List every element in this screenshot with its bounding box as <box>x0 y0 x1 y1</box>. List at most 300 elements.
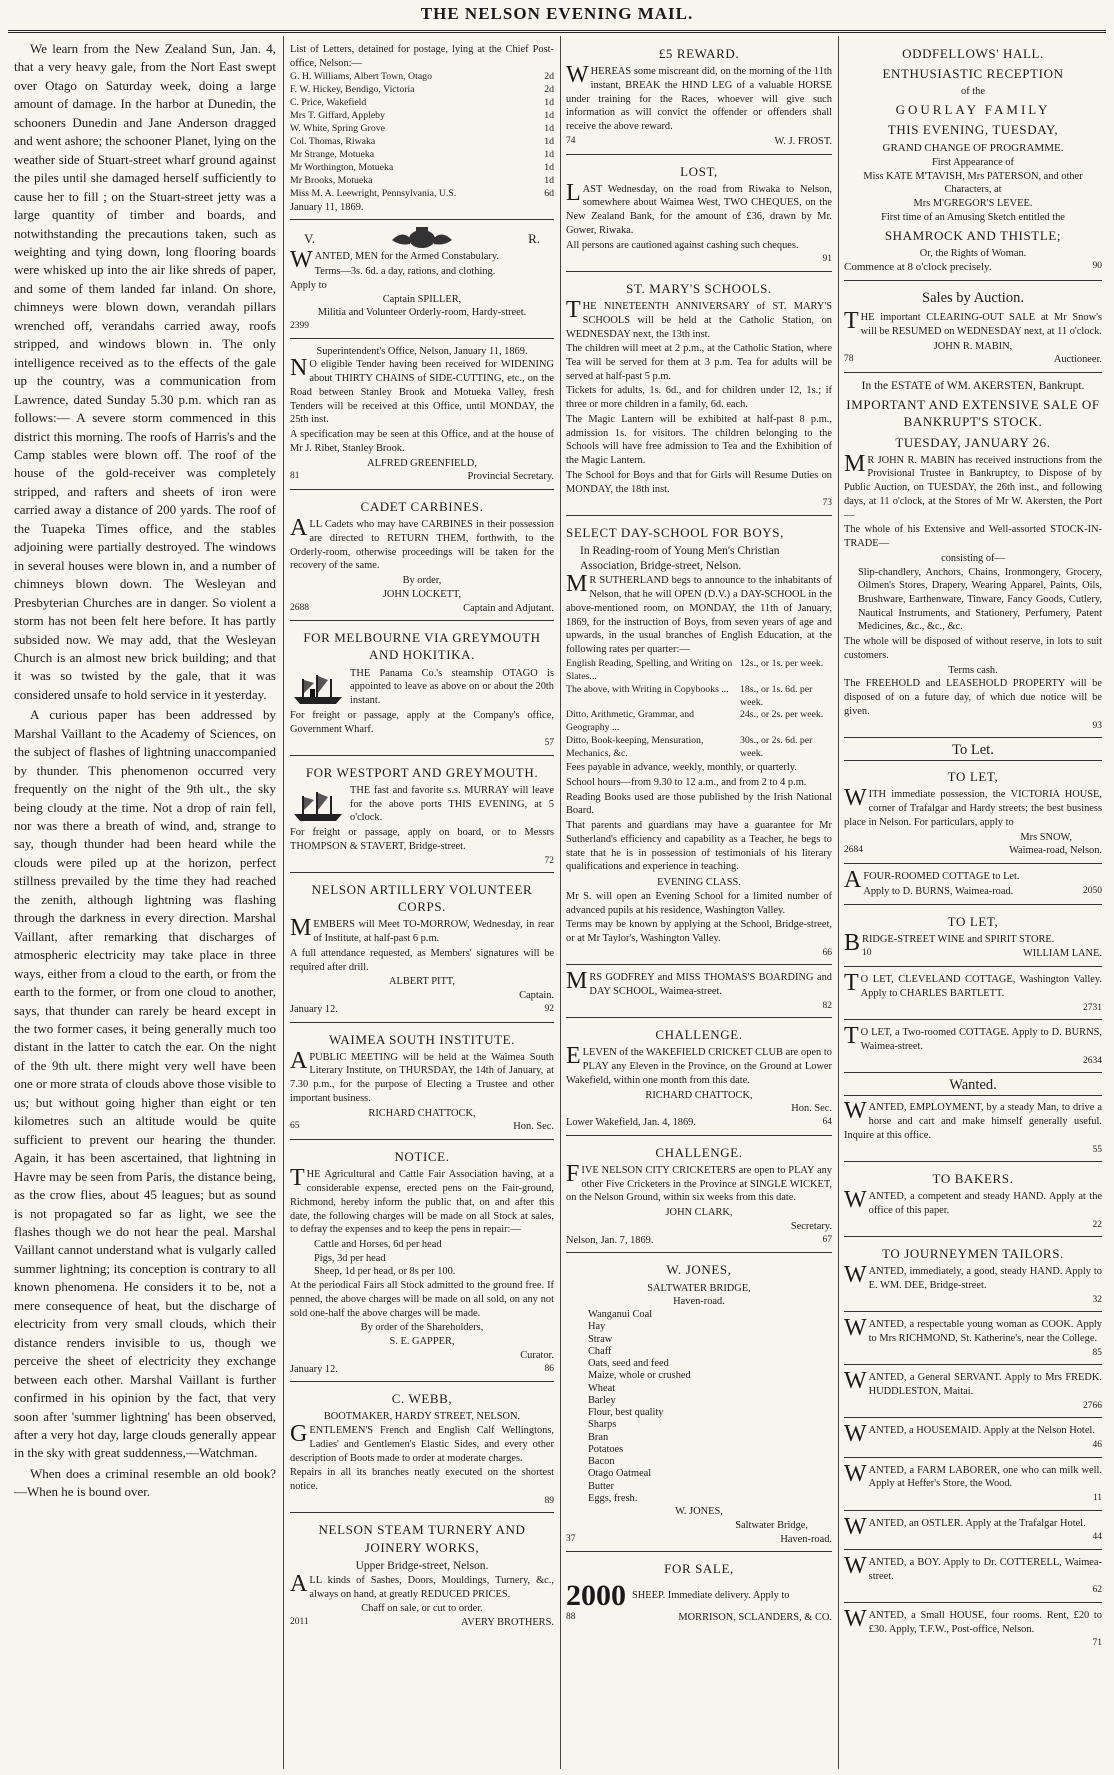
evening-heading: EVENING CLASS. <box>657 877 741 889</box>
oddfellows-commence: Commence at 8 o'clock precisely. <box>844 261 992 274</box>
letter-name: C. Price, Wakefield <box>290 97 367 109</box>
reward-heading: £5 REWARD. <box>658 46 740 61</box>
notice-title: Curator. <box>520 1349 554 1361</box>
jones-item: Barley <box>588 1394 616 1406</box>
ad-number: 67 <box>822 1234 832 1245</box>
letter-amount: 1d <box>544 149 554 160</box>
ad-number: 65 <box>290 1121 300 1132</box>
letter-amount: 2d <box>544 84 554 96</box>
melbourne-ad <box>290 624 554 756</box>
select-hours: School hours—from 9.30 to 12 a.m., and from 2 to 4 p.m. <box>566 776 807 788</box>
ad-number: 93 <box>1092 720 1102 731</box>
vr-right: R. <box>528 230 540 246</box>
ad-number: 22 <box>1092 1219 1102 1230</box>
store-text: BRIDGE-STREET WINE and SPIRIT STORE. <box>844 929 1055 956</box>
steamship-icon <box>290 667 346 707</box>
auction-heading: Sales by Auction. <box>922 289 1024 306</box>
farm-text: WANTED, a FARM LABORER, one who can milk well. Apply at Heffer's Store, the Wood. <box>844 1460 1102 1490</box>
store-name: WILLIAM LANE. <box>1022 948 1102 960</box>
letter-row <box>290 188 554 201</box>
jones-item: Butter <box>588 1480 614 1492</box>
ad-number: 2634 <box>1083 1055 1102 1066</box>
letters-list <box>290 71 554 200</box>
letter-amount: 1d <box>544 136 554 148</box>
tailors-heading: TO JOURNEYMEN TAILORS. <box>882 1246 1064 1262</box>
wanted-section: Wanted. <box>844 1076 1102 1096</box>
jones-addr: Saltwater Bridge, <box>735 1519 808 1531</box>
westport-text: THE fast and favorite s.s. MURRAY will leave for the above ports THIS EVENING, at 5 o'clock. <box>350 784 554 824</box>
bankrupt-ad <box>844 376 1102 738</box>
rate-price: 18s., or 1s. 6d. per week. <box>740 683 813 708</box>
oddfellows-shamrock: SHAMROCK AND THISTLE; <box>884 227 1062 243</box>
letter-name: Mrs T. Giffard, Appleby <box>290 110 385 122</box>
letter-name: Mr Worthington, Motueka <box>290 161 394 173</box>
letter-row <box>290 84 554 97</box>
mabin-reserve: The whole will be disposed of without reserve, in lots to suit customers. <box>844 636 1102 661</box>
turnery-chaff: Chaff on sale, or cut to order. <box>361 1603 483 1615</box>
select-books: Reading Books used are those published by the Irish National Board. <box>566 791 832 817</box>
oddfellows-evening: THIS EVENING, TUESDAY, <box>887 122 1059 138</box>
challenge-date: Nelson, Jan. 7, 1869. <box>566 1234 654 1246</box>
tolet-ad <box>844 763 1102 864</box>
column-divider <box>283 36 284 1769</box>
mabin-consisting: consisting of— <box>941 552 1005 564</box>
cottage-apply: Apply to D. BURNS, Waimea-road. <box>863 885 1014 897</box>
waimea-ad <box>290 1026 554 1141</box>
melbourne-freight: For freight or passage, apply at the Company's office, Government Wharf. <box>290 709 554 735</box>
select-parents: That parents and guardians may have a guarantee for Mr Sutherland's efficiency and capability as a Teacher, he begs to state that he is in possession of testimonials of his literary qualifications and experience in teaching. <box>566 820 832 873</box>
artillery-date: January 12. <box>290 1003 338 1015</box>
jones-item: Bran <box>588 1431 609 1443</box>
lost-ad <box>566 158 832 272</box>
tuesday-heading: TUESDAY, JANUARY 26. <box>895 434 1051 450</box>
jones-item: Sharps <box>588 1419 617 1431</box>
jones-item: Flour, best quality <box>588 1407 664 1419</box>
tolet-name: Mrs SNOW, <box>1020 831 1072 843</box>
bakers-heading: TO BAKERS. <box>932 1171 1014 1187</box>
webb-sub: BOOTMAKER, HARDY STREET, NELSON. <box>323 1411 521 1423</box>
challenge-date: Lower Wakefield, Jan. 4, 1869. <box>566 1117 696 1129</box>
rate-price: 12s., or 1s. per week. <box>740 657 824 669</box>
column-divider <box>838 36 839 1769</box>
rate-row <box>566 709 832 735</box>
ad-number: 10 <box>862 948 872 959</box>
oddfellows-heading: ODDFELLOWS' HALL. <box>902 46 1044 61</box>
notice-charge: Pigs, 3d per head <box>314 1252 386 1264</box>
jones-addr: Haven-road. <box>780 1533 832 1545</box>
letter-amount: 1d <box>544 174 554 186</box>
oddfellows-levee: Mrs M'GREGOR'S LEVEE. <box>913 198 1033 210</box>
employment-text: WANTED, EMPLOYMENT, by a steady Man, to drive a horse and cart and make himself generally useful. Inquire at this office. <box>844 1098 1102 1141</box>
challenge-ad-1 <box>566 1021 832 1136</box>
rate-subject: Ditto, Arithmetic, Grammar, and Geography ... <box>566 709 695 734</box>
ad-number: 55 <box>1092 1144 1102 1155</box>
ad-number: 2011 <box>290 1617 309 1628</box>
letter-amount: 1d <box>544 161 554 173</box>
artillery-attend: A full attendance requested, as Members' signatures will be required after drill. <box>290 947 554 973</box>
letter-name: Col. Thomas, Riwaka <box>290 136 376 148</box>
lost-heading: LOST, <box>680 163 718 179</box>
column-ads-2 <box>290 40 554 1769</box>
letter-name: G. H. Williams, Albert Town, Otago <box>290 71 432 83</box>
ad-number: 89 <box>544 1495 554 1506</box>
auction-name: JOHN R. MABIN, <box>933 340 1013 352</box>
important-heading: IMPORTANT AND EXTENSIVE SALE OF BANKRUPT'S STOCK. <box>846 397 1100 430</box>
godfrey-text: MRS GODFREY and MISS THOMAS'S BOARDING and DAY SCHOOL, Waimea-street. <box>566 968 832 997</box>
tworoom-ad <box>844 1023 1102 1073</box>
ad-number: 78 <box>844 354 854 365</box>
artillery-text: MEMBERS will Meet TO-MORROW, Wednesday, in rear of Institute, at half-past 6 p.m. <box>290 915 554 945</box>
cadet-heading: CADET CARBINES. <box>360 498 484 514</box>
sale-ad <box>566 1555 832 1629</box>
ad-number: 2684 <box>844 845 863 856</box>
tender-ad <box>290 342 554 490</box>
oddfellows-ad <box>844 40 1102 281</box>
ad-number: 81 <box>290 471 300 482</box>
oddfellows-family: GOURLAY FAMILY <box>895 102 1051 118</box>
oddfellows-people: Miss KATE M'TAVISH, Mrs PATERSON, and other Characters, at <box>863 170 1083 196</box>
ad-number: 73 <box>822 498 832 509</box>
letters-intro: List of Letters, detained for postage, lying at the Chief Post-office, Nelson:— <box>290 44 554 69</box>
notice-name: S. E. GAPPER, <box>389 1336 455 1348</box>
artillery-name: ALBERT PITT, <box>389 976 455 988</box>
reward-ad <box>566 40 832 155</box>
tender-title: Provincial Secretary. <box>467 471 554 483</box>
st-marys-paragraph: The children will meet at 2 p.m., at the Catholic Station, where Tea will be served for them at 3 p.m. Tea for adults will be served at half-past 5 p.m. <box>566 343 832 382</box>
ad-number: 74 <box>566 135 576 146</box>
oddfellows-first: First Appearance of <box>932 156 1014 168</box>
artillery-heading: NELSON ARTILLERY VOLUNTEER CORPS. <box>311 882 533 915</box>
tailors-text: WANTED, immediately, a good, steady HAND. Apply to E. WM. DEE, Bridge-street. <box>844 1262 1102 1292</box>
ostler-ad <box>844 1514 1102 1550</box>
mabin-freehold: The FREEHOLD and LEASEHOLD PROPERTY will be disposed of on a future day, of which due notice will be given. <box>844 678 1102 717</box>
tender-spec: A specification may be seen at this Office, and at the house of Mr J. Ribet, Stanley Brook. <box>290 429 554 454</box>
jones-item: Eggs, fresh. <box>588 1492 638 1504</box>
housemaid-ad <box>844 1421 1102 1457</box>
cadet-title: Captain and Adjutant. <box>463 602 554 614</box>
notice-by: By order of the Shareholders, <box>360 1322 484 1334</box>
challenge-text: ELEVEN of the WAKEFIELD CRICKET CLUB are open to PLAY any Eleven in the Province, on the Ground at Lower Wakefield, within one month from this date. <box>566 1043 832 1086</box>
rate-row <box>566 684 832 710</box>
artillery-title: Captain. <box>519 990 554 1002</box>
cottage-text: AFOUR-ROOMED COTTAGE to Let. <box>844 867 1020 894</box>
st-marys-heading: ST. MARY'S SCHOOLS. <box>626 280 772 296</box>
ad-number: 86 <box>544 1363 554 1374</box>
jones-item: Oats, seed and feed <box>588 1358 669 1370</box>
oddfellows-grand: GRAND CHANGE OF PROGRAMME. <box>882 142 1064 155</box>
tender-name: ALFRED GREENFIELD, <box>367 457 477 469</box>
constabulary-text: WANTED, MEN for the Armed Constabulary. <box>290 247 499 274</box>
select-fees: Fees payable in advance, weekly, monthly, or quarterly. <box>566 762 797 774</box>
notice-text: THE Agricultural and Cattle Fair Association having, at a considerable expense, erected pens on the Fair-ground, Richmond, hereby inform the public that, on and after this date, the following charges will be made on all Stock at sales, to defray the expenses and to keep the pens in repair:— <box>290 1165 554 1236</box>
mabin-items: Slip-chandlery, Anchors, Chains, Ironmongery, Grocery, Oilmen's Stores, Drapery, Wearing Apparel, Paints, Oils, Brushware, Earthenware, Tinware, Fancy Goods, Cutlery, Nautical Instruments, and Stationery, Perfumery, Patent Medicines, &c., &c., &c. <box>858 566 1102 633</box>
farm-ad <box>844 1461 1102 1511</box>
waimea-text: APUBLIC MEETING will be held at the Waimea South Literary Institute, on THURSDAY, the 14th of January, at 7.30 p.m., for the purpose of Electing a Trustee and other important business. <box>290 1047 554 1104</box>
tailors-ad <box>844 1240 1102 1312</box>
column-ads-3 <box>566 40 832 1769</box>
challenge-text: FIVE NELSON CITY CRICKETERS are open to PLAY any other Five Cricketers in the Province at SINGLE WICKET, on the Nelson Ground, within six weeks from this date. <box>566 1160 832 1204</box>
royal-crest-icon <box>382 226 462 250</box>
constabulary-terms: Terms—3s. 6d. a day, rations, and clothing. <box>314 266 496 278</box>
westport-heading: FOR WESTPORT AND GREYMOUTH. <box>305 764 539 780</box>
letter-name: Miss M. A. Leewright, Pennsylvania, U.S. <box>290 187 457 199</box>
ad-number: 64 <box>822 1117 832 1128</box>
letter-row <box>290 110 554 123</box>
st-marys-text: THE NINETEENTH ANNIVERSARY of ST. MARY'S SCHOOLS will be held at the Catholic Station, on WEDNESDAY next, the 13th inst. <box>566 297 832 340</box>
ad-number: 46 <box>1092 1440 1102 1451</box>
auction-ad <box>844 284 1102 373</box>
waimea-heading: WAIMEA SOUTH INSTITUTE. <box>328 1031 516 1047</box>
ad-number: 2688 <box>290 602 309 613</box>
oddfellows-of: of the <box>961 86 985 98</box>
jones-sub: Haven-road. <box>673 1296 725 1308</box>
tolet-heading: TO LET, <box>947 769 999 785</box>
store-heading: TO LET, <box>947 913 999 929</box>
jones-item: Wheat <box>588 1382 616 1394</box>
rate-row <box>566 658 832 684</box>
letter-amount: 1d <box>544 97 554 109</box>
westport-freight: For freight or passage, apply on board, or to Messrs THOMPSON & STAVERT, Bridge-street. <box>290 827 554 852</box>
rate-subject: The above, with Writing in Copybooks ... <box>566 683 729 695</box>
cook-text: WANTED, a respectable young woman as COOK. Apply to Mrs RICHMOND, St. Katherine's, near the College. <box>844 1315 1102 1345</box>
turnery-name: AVERY BROTHERS. <box>461 1617 554 1629</box>
ad-number: 66 <box>822 947 832 958</box>
servant-text: WANTED, a General SERVANT. Apply to Mrs FREDK. HUDDLESTON, Maitai. <box>844 1368 1102 1398</box>
servant-ad <box>844 1368 1102 1418</box>
letter-name: Mr Strange, Motueka <box>290 149 375 160</box>
bakers-ad <box>844 1165 1102 1237</box>
select-heading: SELECT DAY-SCHOOL FOR BOYS, <box>566 524 784 540</box>
select-school-ad <box>566 519 832 965</box>
news-paragraph: When does a criminal resemble an old book?—When he is bound over. <box>14 1465 276 1500</box>
letter-row <box>290 123 554 136</box>
letter-row <box>290 162 554 175</box>
sale-name: MORRISON, SCLANDERS, & CO. <box>678 1611 832 1623</box>
jones-name: W. JONES, <box>675 1506 723 1518</box>
store-ad <box>844 908 1102 968</box>
ad-number: 2050 <box>1083 885 1102 896</box>
jones-item: Otago Oatmeal <box>588 1468 652 1480</box>
st-marys-paragraph: The School for Boys and that for Girls will Resume Duties on MONDAY, the 18th inst. <box>566 469 832 495</box>
constabulary-office: Militia and Volunteer Orderly-room, Hardy-street. <box>317 307 527 319</box>
select-rates <box>566 658 832 761</box>
news-paragraph: A curious paper has been addressed by Marshal Vaillant to the Academy of Sciences, on the subject of flashes of lightning unaccompanied by thunder. This phenomenon occurred very frequently on the night of the 9th ult., the sky being cloudy at the time. Not a drop of rain fell, nor was there a breath of wind, and, strange to say, though thunder had been heard while the clouds were piled up at the horizon, perfect stillness prevailed by the time they had reached the zenith, although lightning was flashing through the darkness in every direction. Marshal Vaillant, after remarking that discharges of atmospheric electricity may take place in three ways, either from a cloud to the earth, or from the earth to the former, or from one cloud to another, says, that thunder can rarely be heard except in the two former cases, it being generally much too distant in the latter to catch the ear. On the night of the 9th ult. there might very well have been one or more strata of clouds above those visible to us; but without going higher than eight or ten kilometres such an altitude would be quite sufficient to prevent our hearing the thunder. Again, it has been ascertained, that lightning in Havre may be seen from Paris, the distance being, as the crow flies, about 45 leagues; but as sound is not propagated so far as light, we see the flashes though we do not hear the peal. Marshal Vaillant cannot understand what is vulgarly called summer lightning; its conception is contrary to all known phenomena. He considers it to be, not a mere consequence of heat, but the discharge of electricity from very small clouds, which their distance renders invisible to us, though we perceive the sheet of electricity they exchange between each other. Marshal Vaillant is further confirmed in his opinion by the fact, that very soon after 'summer lightning' has been observed, after a very hot day, large clouds generally appear in the sky with great suddenness,—Watchman. <box>14 707 276 1461</box>
ad-number: 92 <box>544 1003 554 1014</box>
reward-text: WHEREAS some miscreant did, on the morning of the 11th instant, BREAK the HIND LEG of a valuable HORSE under training for the Races, whoever will give such information as will convict the offender or offenders shall receive the above reward. <box>566 62 832 133</box>
jones-item: Potatoes <box>588 1443 624 1455</box>
challenge-name: RICHARD CHATTOCK, <box>645 1089 753 1101</box>
letter-name: W. White, Spring Grove <box>290 123 385 135</box>
ad-number: 37 <box>566 1533 576 1544</box>
select-text: MR SUTHERLAND begs to announce to the inhabitants of Nelson, that he will OPEN (D.V.) a DAY-SCHOOL in the above-mentioned room, on MONDAY, the 11th of January, 1869, for the instruction of Boys, from seven years of age and upwards, in the usual branches of English Education, at the following rates per quarter:— <box>566 571 832 656</box>
letter-row <box>290 71 554 84</box>
notice-date: January 12. <box>290 1363 338 1375</box>
rate-row <box>566 735 832 761</box>
constabulary-captain: Captain SPILLER, <box>382 293 462 305</box>
sale-text: SHEEP. Immediate delivery. Apply to <box>632 1589 790 1601</box>
jones-items <box>566 1309 832 1505</box>
tender-office: Superintendent's Office, Nelson, January 11, 1869. <box>316 345 528 357</box>
webb-heading: C. WEBB, <box>391 1391 453 1407</box>
ad-number: 44 <box>1092 1532 1102 1543</box>
letters-ad <box>290 40 554 220</box>
housemaid-text: WANTED, a HOUSEMAID. Apply at the Nelson Hotel. <box>844 1421 1095 1448</box>
cleveland-text: TO LET, CLEVELAND COTTAGE, Washington Valley. Apply to CHARLES BARTLETT. <box>844 970 1102 999</box>
godfrey-ad <box>566 968 832 1018</box>
boy-ad <box>844 1553 1102 1603</box>
ostler-text: WANTED, an OSTLER. Apply at the Trafalgar Hotel. <box>844 1513 1086 1540</box>
letter-row <box>290 149 554 162</box>
notice-heading: NOTICE. <box>394 1149 450 1165</box>
news-paragraph: We learn from the New Zealand Sun, Jan. 4, that a very heavy gale, from the Nort East swept over Otago on Saturday week, doing a large amount of damage. In the harbor at Dunedin, the schooners Dunedin and Jane Anderson dragged and went ashore; the schooner Planet, lying on the weather side of Stuart-street wharf ground against the piles until she damaged herself sufficiently to cause her to fill ; on the Stuart-street jetty was a large quantity of timber and boards, and notwithstanding the precautions taken, such as weighting and tying down, long flooring boards were whisked up into the air like shreds of paper, and some of them landed far inland. On shore, chimneys were blown down, verandah pillars wrenched off, verandahs carried away, roofs stripped, and windows blown in. The only intelligence received as to the effects of the gale up the country, was a communication from Lawrence, dated Sunday 5.30 p.m. which ran as follows:— A severe storm commenced in this district this morning. The roofs of Harris's and the Camp stables were blown off. The roof of the house of the gold-receiver was completely stripped, and rafters and sheets of iron were carried away a distance of 200 yards. The roof of the Tuapeka Times office, and the stables adjoining were partially destroyed. The windows in several houses were blown in, and a number of chimneys blown down. The Wesleyan and Presbyterian Churches are in danger. So violent a storm has not been felt here before. It has partly subsided now. We may add, that the Wesleyan Church is an almost new brick building; and that it was so twisted by the gale, that it was considered unsafe to hold service in it yesterday. <box>14 41 276 702</box>
ad-number: 62 <box>1092 1585 1102 1596</box>
rate-subject: English Reading, Spelling, and Writing on Slates... <box>566 657 733 682</box>
challenge-heading: CHALLENGE. <box>655 1027 743 1043</box>
ad-number: 72 <box>544 855 554 866</box>
ad-number: 2766 <box>1083 1400 1102 1411</box>
letter-row <box>290 136 554 149</box>
boy-text: WANTED, a BOY. Apply to Dr. COTTERELL, Waimea-street. <box>844 1552 1102 1582</box>
employment-ad <box>844 1098 1102 1162</box>
column-divider <box>560 36 561 1769</box>
webb-ad <box>290 1385 554 1513</box>
challenge-title: Hon. Sec. <box>791 1103 832 1115</box>
tolet-text: WITH immediate possession, the VICTORIA HOUSE, corner of Trafalgar and Hardy streets; the best business place in Nelson. For particulars, apply to <box>844 785 1102 828</box>
ad-number: 88 <box>566 1611 576 1622</box>
ad-number: 32 <box>1092 1294 1102 1305</box>
constabulary-apply: Apply to <box>290 279 327 291</box>
turnery-ad <box>290 1516 554 1634</box>
letter-amount: 6d <box>544 187 554 199</box>
rate-price: 24s., or 2s. per week. <box>740 709 824 721</box>
oddfellows-rights: Or, the Rights of Woman. <box>919 247 1027 259</box>
masthead-rule <box>8 30 1106 33</box>
lost-caution: All persons are cautioned against cashing such cheques. <box>566 239 799 251</box>
notice-ad <box>290 1143 554 1382</box>
waimea-title: Hon. Sec. <box>513 1121 554 1133</box>
house-text: WANTED, a Small HOUSE, four rooms. Rent, £20 to £30. Apply, T.F.W., Post-office, Nelson. <box>844 1605 1102 1635</box>
rate-price: 30s., or 2s. 6d. per week. <box>740 735 813 760</box>
letter-row <box>290 97 554 110</box>
reward-name: W. J. FROST. <box>774 135 832 147</box>
oddfellows-sketch: First time of an Amusing Sketch entitled the <box>881 211 1065 223</box>
tworoom-text: TO LET, a Two-roomed COTTAGE. Apply to D. BURNS, Waimea-street. <box>844 1023 1102 1052</box>
bakers-text: WANTED, a competent and steady HAND. Apply at the office of this paper. <box>844 1187 1102 1216</box>
westport-ad <box>290 759 554 873</box>
letter-amount: 1d <box>544 110 554 122</box>
mabin-whole: The whole of his Extensive and Well-assorted STOCK-IN-TRADE— <box>844 524 1102 550</box>
letter-amount: 1d <box>544 123 554 135</box>
vr-left: V. <box>304 230 315 246</box>
column-news <box>14 40 276 1769</box>
notice-charge: Cattle and Horses, 6d per head <box>314 1238 442 1250</box>
st-marys-paragraph: Tickets for adults, 1s. 6d., and for children under 12, 1s.; if three or more children in a family, 6d. each. <box>566 385 832 411</box>
to-let-section: To Let. <box>844 741 1102 761</box>
sale-quantity: 2000 <box>566 1578 626 1612</box>
challenge-title: Secretary. <box>790 1220 832 1232</box>
tender-text: NO eligible Tender having been received for WIDENING about THIRTY CHAINS of SIDE-CUTTING, etc., on the Road between Stanley Brook and Motueka Valley, fresh Tenders will be received at this Office, until MONDAY, the 25th inst. <box>290 355 554 426</box>
st-marys-ad <box>566 275 832 516</box>
cook-ad <box>844 1315 1102 1365</box>
auction-text: THE important CLEARING-OUT SALE at Mr Snow's will be RESUMED on WEDNESDAY next, at 11 o'clock. <box>844 308 1102 337</box>
steamship-icon <box>290 784 346 824</box>
challenge-heading: CHALLENGE. <box>655 1144 743 1160</box>
turnery-sub: Upper Bridge-street, Nelson. <box>355 1559 489 1572</box>
evening-text: Mr S. will open an Evening School for a limited number of advanced pupils at his residence, Washington Valley. <box>566 890 832 916</box>
challenge-name: JOHN CLARK, <box>665 1207 733 1219</box>
letter-row <box>290 175 554 188</box>
lost-text: LAST Wednesday, on the road from Riwaka to Nelson, somewhere about Waimea West, TWO CHEQUES, on the New Zealand Bank, for the amount of £36, drawn by Mr. Gower, Riwaka. <box>566 179 832 236</box>
ad-number: 2399 <box>290 321 309 332</box>
melbourne-text: THE Panama Co.'s steamship OTAGO is appointed to leave as above on or about the 20th instant. <box>350 667 554 707</box>
letters-date: January 11, 1869. <box>290 201 364 213</box>
masthead: THE NELSON EVENING MAIL. <box>420 4 694 23</box>
jones-item: Bacon <box>588 1456 615 1468</box>
ad-number: 11 <box>1092 1493 1102 1504</box>
notice-charge: Sheep, 1d per head, or 8s per 100. <box>314 1266 456 1278</box>
cleveland-ad <box>844 970 1102 1020</box>
mabin-text: MR JOHN R. MABIN has received instructions from the Provisional Trustee in Bankruptcy, to Dispose of by Public Auction, on TUESDAY, the 26th inst., and following days, at 11 o'clock, at the Stores of Mr W. Akersten, the Port— <box>844 450 1102 521</box>
jones-item: Straw <box>588 1333 613 1345</box>
constabulary-ad <box>290 223 554 338</box>
estate-heading: In the ESTATE of WM. AKERSTEN, Bankrupt. <box>861 380 1085 393</box>
ad-number: 85 <box>1092 1347 1102 1358</box>
mabin-terms: Terms cash. <box>948 664 998 676</box>
sale-heading: FOR SALE, <box>664 1561 734 1577</box>
waimea-name: RICHARD CHATTOCK, <box>368 1107 476 1119</box>
turnery-text: ALL kinds of Sashes, Doors, Mouldings, Turnery, &c., always on hand, at greatly REDUCED PRICES. <box>290 1570 554 1600</box>
cadet-by: By order, <box>402 575 442 587</box>
oddfellows-sub: ENTHUSIASTIC RECEPTION <box>882 66 1064 82</box>
jones-heading: W. JONES, <box>666 1262 732 1278</box>
jones-sub: SALTWATER BRIDGE, <box>647 1282 751 1294</box>
jones-item: Chaff <box>588 1345 612 1357</box>
rate-subject: Ditto, Book-keeping, Mensuration, Mechanics, &c. <box>566 735 704 760</box>
st-marys-paragraph: The Magic Lantern will be exhibited at half-past 8 p.m., admission 1s. for visitors. The children belonging to the Schools will have free admission to Tea and the Exhibition of the Magic Lantern. <box>566 413 832 467</box>
ad-number: 71 <box>1092 1638 1102 1649</box>
cottage-ad <box>844 867 1102 904</box>
webb-repairs: Repairs in all its branches neatly executed on the shortest notice. <box>290 1467 554 1493</box>
ad-number: 91 <box>822 254 832 265</box>
challenge-ad-2 <box>566 1139 832 1254</box>
select-sub: In Reading-room of Young Men's Christian Association, Bridge-street, Nelson. <box>580 545 780 573</box>
jones-item: Wanganui Coal <box>588 1309 653 1320</box>
melbourne-heading: FOR MELBOURNE VIA GREYMOUTH AND HOKITIKA. <box>303 630 541 663</box>
cadet-name: JOHN LOCKETT, <box>382 588 462 600</box>
auction-title: Auctioneer. <box>1053 354 1102 366</box>
ad-number: 57 <box>544 738 554 749</box>
jones-item: Hay <box>588 1321 606 1333</box>
house-ad <box>844 1606 1102 1655</box>
jones-ad <box>566 1256 832 1552</box>
cadet-text: ALL Cadets who may have CARBINES in their possession are directed to RETURN THEM, forthwith, to the Orderly-room, otherwise proceedings will be taken for the recovery of the same. <box>290 515 554 572</box>
evening-terms: Terms may be known by applying at the School, Bridge-street, or at Mr Taylor's, Washington Valley. <box>566 919 832 944</box>
ad-number: 2731 <box>1083 1002 1102 1013</box>
tolet-addr: Waimea-road, Nelson. <box>1009 845 1102 857</box>
letter-amount: 2d <box>544 71 554 83</box>
letter-name: Mr Brooks, Motueka <box>290 174 373 186</box>
column-ads-4 <box>844 40 1102 1769</box>
notice-more: At the periodical Fairs all Stock admitted to the ground free. If penned, the above charges will be made on all sold, on any not sold one-half the above charges will be made. <box>290 1280 554 1319</box>
letter-name: F. W. Hickey, Bendigo, Victoria <box>290 84 415 96</box>
jones-item: Maize, whole or crushed <box>588 1370 691 1382</box>
ad-number: 90 <box>1092 261 1102 272</box>
ad-number: 82 <box>822 1000 832 1011</box>
turnery-heading: NELSON STEAM TURNERY AND JOINERY WORKS, <box>318 1522 526 1555</box>
cadet-ad <box>290 493 554 621</box>
artillery-ad <box>290 876 554 1022</box>
webb-text: GENTLEMEN'S French and English Calf Wellingtons, Ladies' and Gentlemen's Elastic Sides, and every other description of Boots made to order at moderate charges. <box>290 1421 554 1464</box>
